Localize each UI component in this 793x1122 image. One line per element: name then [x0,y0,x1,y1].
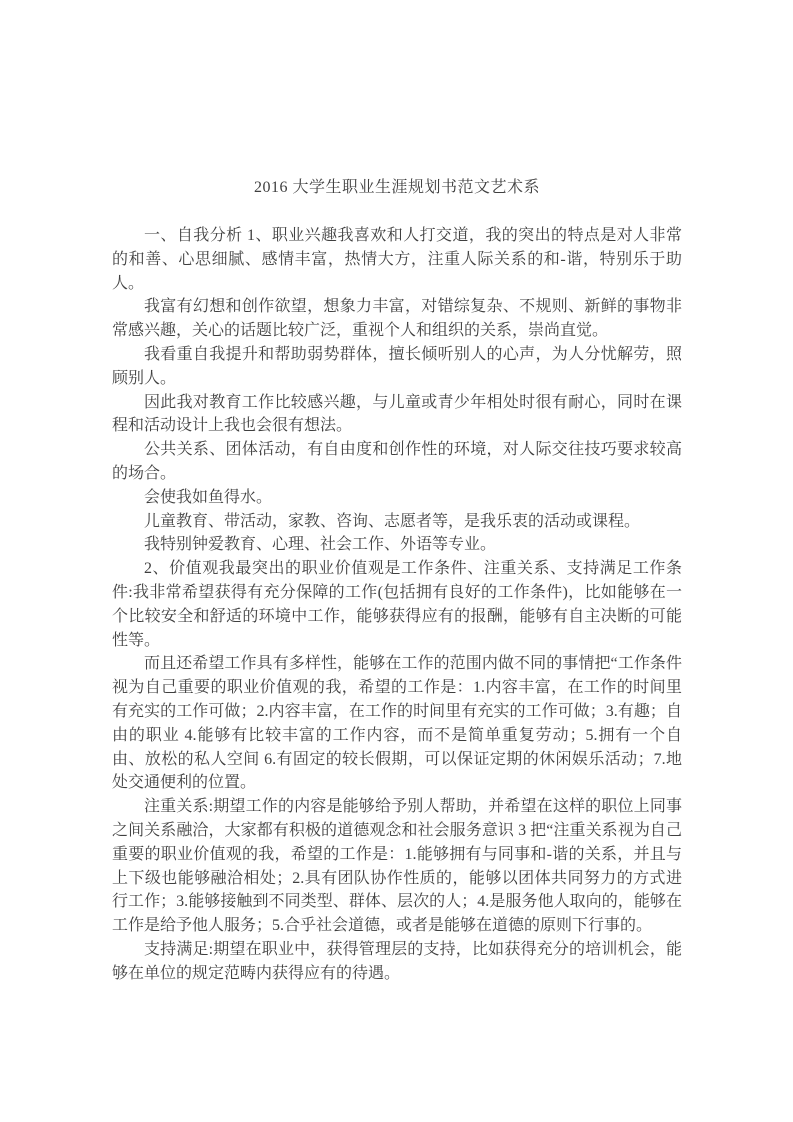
paragraph: 而且还希望工作具有多样性，能够在工作的范围内做不同的事情把“工作条件视为自己重要的职业价值观的我，希望的工作是：1.内容丰富，在工作的时间里有充实的工作可做；2.内容丰富，在工作的时间里有充实的工作可做；3.有趣；自由的职业 4.能够有比较丰富的工作内容，而不是简单重复劳动；5.拥有一个自由、放松的私人空间 6.有固定的较长假期，可以保证定期的休闲娱乐活动；7.地处交通便利的位置。 [112,655,682,792]
paragraph: 注重关系:期望工作的内容是能够给予别人帮助，并希望在这样的职位上同事之间关系融洽，大家都有积极的道德观念和社会服务意识 3 把“注重关系视为自己重要的职业价值观的我，希望的工作是：1.能够拥有与同事和-谐的关系，并且与上下级也能够融洽相处；2.具有团队协作性质的，能够以团体共同努力的方式进行工作；3.能够接触到不同类型、群体、层次的人；4.是服务他人取向的，能够在工作是给予他人服务；5.合乎社会道德，或者是能够在道德的原则下行事的。 [112,798,682,935]
document-title: 2016 大学生职业生涯规划书范文艺术系 [253,179,540,196]
paragraph: 我看重自我提升和帮助弱势群体，擅长倾听别人的心声，为人分忧解劳，照顾别人。 [112,345,682,387]
paragraph: 一、自我分析 1、职业兴趣我喜欢和人打交道，我的突出的特点是对人非常的和善、心思细腻、感情丰富，热情大方，注重人际关系的和-谐，特别乐于助人。 [112,227,682,292]
document-body [0,224,793,986]
paragraph: 儿童教育、带活动，家教、咨询、志愿者等，是我乐衷的活动或课程。 [144,512,641,530]
paragraph: 2、价值观我最突出的职业价值观是工作条件、注重关系、支持满足工作条件:我非常希望获得有充分保障的工作(包括拥有良好的工作条件)，比如能够在一个比较安全和舒适的环境中工作，能够获得应有的报酬，能够有自主决断的可能性等。 [112,560,682,649]
paragraph: 公共关系、团体活动，有自由度和创作性的环境，对人际交往技巧要求较高的场合。 [112,441,682,482]
paragraph: 我富有幻想和创作欲望，想象力丰富，对错综复杂、不规则、新鲜的事物非常感兴趣，关心的话题比较广泛，重视个人和组织的关系，崇尚直觉。 [112,298,682,340]
paragraph: 因此我对教育工作比较感兴趣，与儿童或青少年相处时很有耐心，同时在课程和活动设计上我也会很有想法。 [112,393,682,435]
paragraph: 我特别钟爱教育、心理、社会工作、外语等专业。 [144,536,497,554]
paragraph: 会使我如鱼得水。 [144,488,273,506]
paragraph: 支持满足:期望在职业中，获得管理层的支持，比如获得充分的培训机会，能够在单位的规定范畴内获得应有的待遇。 [112,940,682,982]
